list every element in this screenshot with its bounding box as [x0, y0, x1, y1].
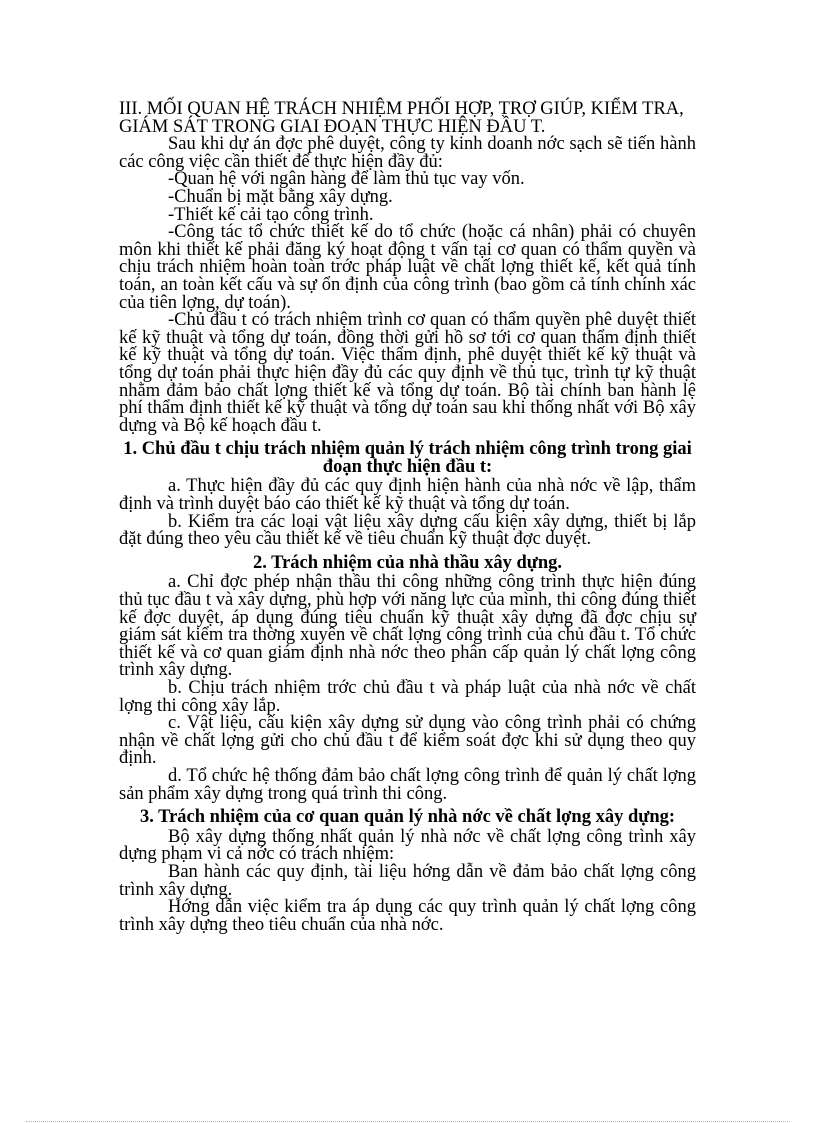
section-paragraph: Hớng dẫn việc kiểm tra áp dụng các quy trình quản lý chất lợng công trình xây dựng theo tiêu chuẩn của nhà nớc.	[119, 897, 696, 935]
document-content	[119, 101, 696, 934]
section-paragraph: d. Tổ chức hệ thống đảm bảo chất lợng công trình để quản lý chất lợng sản phẩm xây dựng trong quá trình thi công.	[119, 765, 696, 804]
section-paragraph: a. Chỉ đợc phép nhận thầu thi công những công trình thực hiện đúng thủ tục đầu t và xây dựng, phù hợp với năng lực của mình, thi công đúng thiết kế đợc duyệt, áp dụng đúng tiêu chuẩn kỹ thuật xây dựng đã đợc chịu sự giám sát kiểm tra thờng xuyên về chất lợng công trình của chủ đầu t. Tổ chức thiết kế và cơ quan giám định nhà nớc theo phân cấp quản lý chất lợng công trình xây dựng.	[119, 572, 696, 681]
section-paragraph: c. Vật liệu, cấu kiện xây dựng sử dụng vào công trình phải có chứng nhận về chất lợng gửi cho chủ đầu t để kiểm soát đợc khi sử dụng theo quy định.	[119, 713, 696, 769]
intro-paragraph: -Quan hệ với ngân hàng để làm thủ tục vay vốn.	[168, 169, 525, 190]
section-paragraph: a. Thực hiện đầy đủ các quy định hiện hành của nhà nớc về lập, thẩm định và trình duyệt báo cáo thiết kế kỹ thuật và tổng dự toán.	[119, 476, 696, 515]
page-bottom-dotted-line	[26, 1121, 790, 1122]
page-title: III. MỐI QUAN HỆ TRÁCH NHIỆM PHỐI HỢP, TRỢ GIÚP, KIỂM TRA, GIÁM SÁT TRONG GIAI ĐOẠN THỰC HIỆN ĐẦU T.	[119, 99, 684, 137]
intro-paragraph: -Chuẩn bị mặt bằng xây dựng.	[168, 186, 393, 207]
intro-paragraph: -Chủ đầu t có trách nhiệm trình cơ quan có thẩm quyền phê duyệt thiết kế kỹ thuật và tổng dự toán, đồng thời gửi hồ sơ tới cơ quan thẩm định thiết kế kỹ thuật và tổng dự toán. Việc thẩm định, phê duyệt thiết kế kỹ thuật và tổng dự toán phải thực hiện đầy đủ các quy định về thủ tục, trình tự kỹ thuật nhằm đảm bảo chất lợng thiết kế và tổng dự toán. Bộ tài chính ban hành lệ phí thẩm định thiết kế kỹ thuật và tổng dự toán sau khi thống nhất với Bộ xây dựng và Bộ kế hoạch đầu t.	[119, 310, 696, 436]
section-paragraph: b. Chịu trách nhiệm trớc chủ đầu t và pháp luật của nhà nớc về chất lợng thi công xây lắp.	[119, 678, 696, 716]
section-paragraph: b. Kiểm tra các loại vật liệu xây dựng cấu kiện xây dựng, thiết bị lắp đặt đúng theo yêu cầu thiết kế về tiêu chuẩn kỹ thuật đợc duyệt.	[119, 511, 696, 550]
section-heading: 2. Trách nhiệm của nhà thầu xây dựng.	[252, 552, 563, 573]
section-paragraph: Ban hành các quy định, tài liệu hớng dẫn về đảm bảo chất lợng công trình xây dựng.	[119, 861, 696, 900]
intro-paragraph: Sau khi dự án đợc phê duyệt, công ty kinh doanh nớc sạch sẽ tiến hành các công việc cần thiết để thực hiện đầy đủ:	[119, 134, 696, 172]
intro-paragraph: -Công tác tổ chức thiết kế do tổ chức (hoặc cá nhân) phải có chuyên môn khi thiết kế phải đăng ký hoạt động t vấn tại cơ quan có thẩm quyền và chịu trách nhiệm hoàn toàn trớc pháp luật về chất lợng thiết kế, kết quả tính toán, an toàn kết cấu và sự ổn định của công trình (bao gồm cả tính chính xác của tiên lợng, dự toán).	[119, 222, 696, 313]
section-heading: 1. Chủ đầu t chịu trách nhiệm quản lý trách nhiệm công trình trong giai đoạn thực hiện đầu t:	[123, 439, 692, 477]
intro-paragraph: -Thiết kế cải tạo công trình.	[168, 204, 374, 225]
section-heading: 3. Trách nhiệm của cơ quan quản lý nhà nớc về chất lợng xây dựng:	[139, 807, 676, 828]
section-paragraph: Bộ xây dựng thống nhất quản lý nhà nớc về chất lợng công trình xây dựng phạm vi cả nớc có trách nhiệm:	[119, 826, 696, 865]
